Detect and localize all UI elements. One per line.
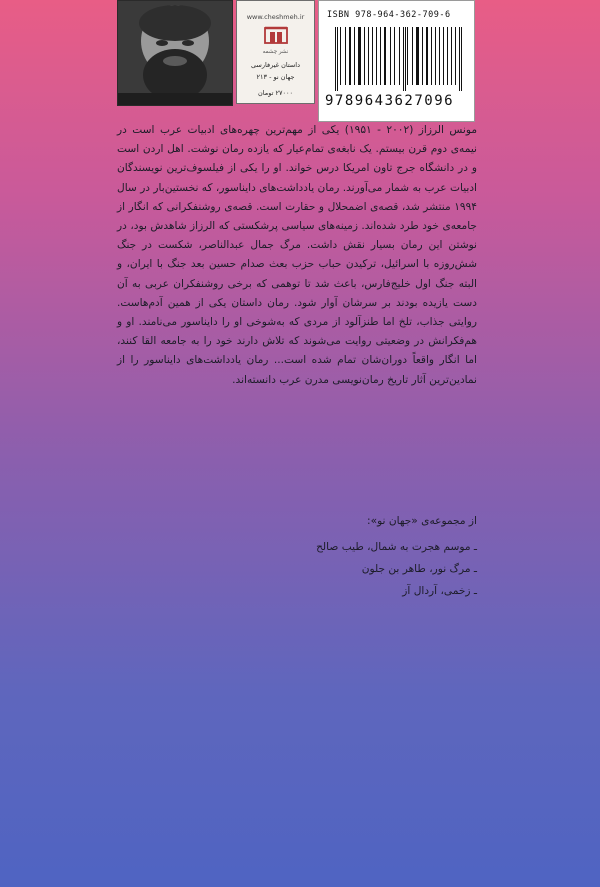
series-heading: از مجموعه‌ی «جهان نو»: (367, 515, 477, 527)
book-price: ۲۷۰۰۰ تومان (258, 89, 293, 97)
barcode-number: 9789643627096 (325, 93, 455, 109)
publisher-logo-icon (263, 25, 289, 45)
publisher-box (236, 0, 315, 104)
book-description (117, 121, 477, 390)
barcode-image (333, 27, 467, 91)
book-description-paragraph: مونس الرزاز (۲۰۰۲ - ۱۹۵۱) یکی از مهم‌ترین چهره‌های ادبیات عرب است در نیمه‌ی دوم قرن بیستم. یک نابغه‌ی تمام‌عیار که یازده رمان نوشت. اهل اردن است و در دانشگاه جرج تاون امریکا درس خواند. او را یکی از فیلسوف‌ترین نویسندگان ادبیات عرب به شمار می‌آورند. رمان یادداشت‌های دایناسور، که نخستین‌بار در سال ۱۹۹۴ منتشر شد، قصه‌ی اضمحلال و حقارت است. قصه‌ی روشنفکرانی که انگار از جامعه‌ی خود طرد شده‌اند. زمینه‌های سیاسی پرشکستی که الرزاز شاهدش بود، در نوشتن این رمان بسیار نقش داشت. مرگ جمال عبدالناصر، شکست در جنگ شش‌روزه با اسرائیل، ترکیدن حباب حزب بعث صدام حسین بعد جنگ با ایران، و البته جنگ اول خلیج‌فارس، باعث شد تا توهمی که برخی روشنفکران عربی به آن دست یازیده بودند بر سرشان آوار شود. رمان داستان یکی از همین آدم‌هاست. روایتی جذاب، تلخ اما طنزآلود از مردی که به‌شوخی او را دایناسور می‌نامند. او و هم‌فکرانش در وضعیتی روایت می‌شوند که تلاش دارند خود را به جامعه القا کنند، اما انگار واقعاً دوران‌شان تمام شده است... رمان یادداشت‌های دایناسور را از نمادین‌ترین آثار تاریخ رمان‌نویسی مدرن عرب دانسته‌اند. (117, 124, 478, 386)
author-portrait-image (118, 1, 232, 105)
publisher-name: نشر چشمه (262, 49, 289, 55)
series-list-item: ـ مرگ نور، طاهر بن جلون (361, 563, 477, 575)
series-list (117, 536, 477, 602)
publisher-series: داستان غیرفارسی (251, 61, 300, 69)
publisher-series-number: جهان نو - ۲۱۳ (256, 73, 295, 81)
author-photo (117, 0, 233, 106)
isbn-barcode-box (318, 0, 475, 122)
series-list-item: ـ زخمی، آردال آز (402, 585, 477, 597)
publisher-website: www.cheshmeh.ir (246, 13, 305, 21)
series-list-item: ـ موسم هجرت به شمال، طیب صالح (316, 541, 477, 553)
isbn-label: ISBN 978-964-362-709-6 (327, 10, 451, 20)
